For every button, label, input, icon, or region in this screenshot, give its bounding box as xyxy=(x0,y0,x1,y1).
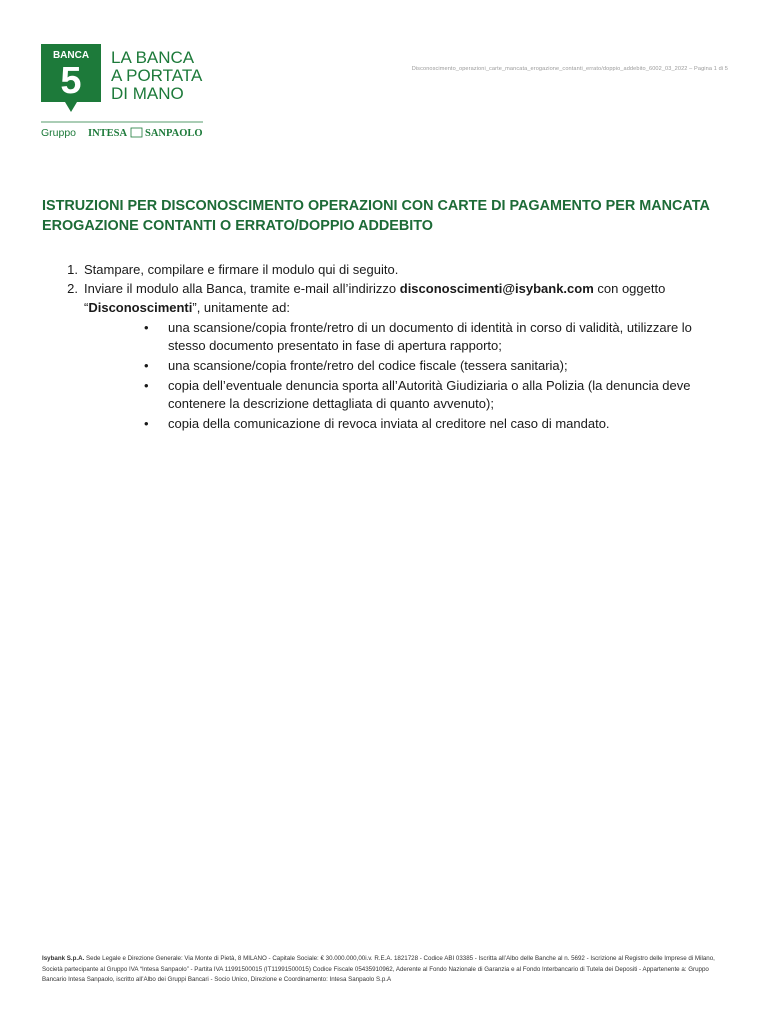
bullet-icon: • xyxy=(144,358,149,373)
isybank-logo xyxy=(41,44,211,144)
step-text-part-a: Inviare il modulo alla Banca, tramite e-mail all’indirizzo xyxy=(84,281,400,296)
attachment-item xyxy=(84,415,732,433)
bullet-icon: • xyxy=(144,320,149,335)
group-name-intesa: INTESA xyxy=(88,128,128,139)
bullet-icon: • xyxy=(144,378,149,393)
attachment-text: una scansione/copia fronte/retro di un documento di identità in corso di validità, utilizzare lo stesso documento presentato in fase di apertura rapporto; xyxy=(168,320,692,353)
tagline-line-3: DI MANO xyxy=(111,84,184,103)
step-number: 2. xyxy=(67,281,78,296)
attachment-text: copia dell’eventuale denuncia sporta all’Autorità Giudiziaria o alla Polizia (la denuncia deve contenere la descrizione dettagliata di quanto avvenuto); xyxy=(168,378,691,411)
sanpaolo-emblem-icon xyxy=(131,128,142,137)
attachment-text: copia della comunicazione di revoca inviata al creditore nel caso di mandato. xyxy=(168,416,610,431)
step-text: Stampare, compilare e firmare il modulo qui di seguito. xyxy=(84,262,399,277)
instruction-step-2 xyxy=(42,279,732,433)
group-name-sanpaolo: SANPAOLO xyxy=(145,128,203,139)
attachment-item xyxy=(84,319,732,355)
step-text-part-c: ”, unitamente ad: xyxy=(192,300,290,315)
document-title: ISTRUZIONI PER DISCONOSCIMENTO OPERAZIONI CON CARTE DI PAGAMENTO PER MANCATA EROGAZIONE CONTANTI O ERRATO/DOPPIO ADDEBITO xyxy=(42,198,710,234)
instruction-step-1 xyxy=(42,260,732,279)
badge-top-text: BANCA xyxy=(52,50,90,61)
email-subject: Disconoscimenti xyxy=(88,300,193,315)
attachments-list xyxy=(84,319,732,433)
bullet-icon: • xyxy=(144,416,149,431)
step-number: 1. xyxy=(67,262,78,277)
footer-text: Sede Legale e Direzione Generale: Via Monte di Pietà, 8 MILANO - Capitale Sociale: € 30.000.000,00i.v. R.E.A. 1821728 - Codice ABI 03385 - Iscritta all’Albo delle Banche al n. 5692 - Iscrizione al Registro delle Imprese di Milano, Società partecipante al Gruppo IVA “Intesa Sanpaolo” - Partita IVA 11991500015 (IT11991500015) Codice Fiscale 05435910962, Aderente al Fondo Nazionale di Garanzia e al Fondo Interbancario di Tutela dei Depositi - Appartenente a: Gruppo Bancario Intesa Sanpaolo, iscritto all’Albo dei Gruppi Bancari - Socio Unico, Direzione e Coordinamento: Intesa Sanpaolo S.p.A xyxy=(42,955,715,983)
legal-footer xyxy=(42,954,732,986)
email-address: disconoscimenti@isybank.com xyxy=(399,281,594,296)
badge-number: 5 xyxy=(60,60,82,102)
attachment-item xyxy=(84,357,732,375)
instructions-list xyxy=(42,260,732,433)
step-text-part-b: con oggetto “ xyxy=(84,281,666,315)
attachment-text: una scansione/copia fronte/retro del codice fiscale (tessera sanitaria); xyxy=(168,358,568,373)
attachment-item xyxy=(84,377,732,413)
tagline-line-1: LA BANCA xyxy=(111,48,195,67)
document-reference: Disconoscimento_operazioni_carte_mancata_erogazione_contanti_errato/doppio_addebito_6002_03_2022 – Pagina 1 di 5 xyxy=(411,66,728,72)
footer-company: Isybank S.p.A. xyxy=(42,955,85,962)
tagline-line-2: A PORTATA xyxy=(111,66,203,85)
group-prefix: Gruppo xyxy=(41,127,77,139)
